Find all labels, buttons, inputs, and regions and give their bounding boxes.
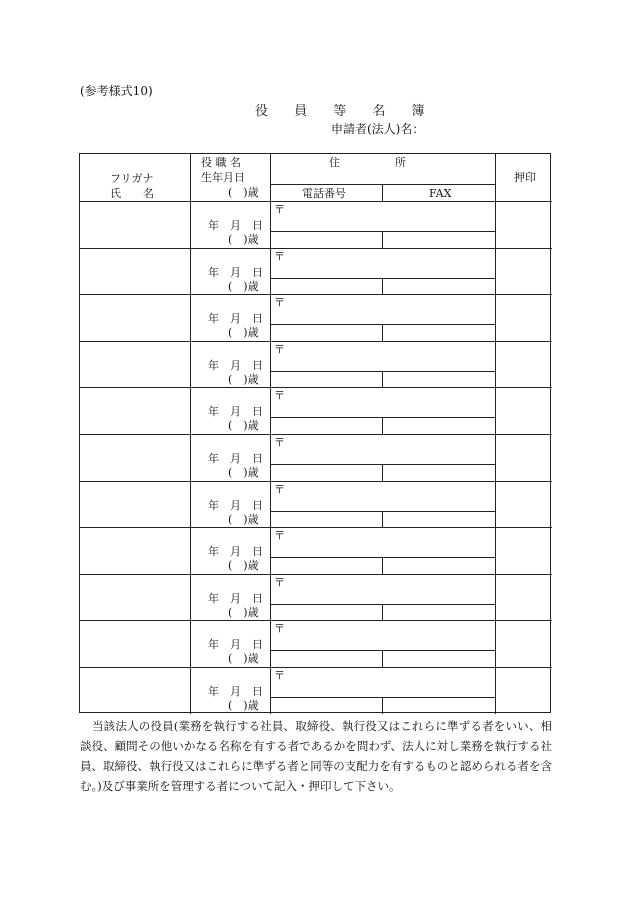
- header-furigana: フリガナ: [110, 172, 154, 185]
- birthdate-placeholder: 年 月 日: [208, 545, 263, 559]
- birthdate-placeholder: 年 月 日: [208, 312, 263, 326]
- header-phone: 電話番号: [302, 187, 346, 200]
- postal-mark: 〒: [274, 482, 285, 496]
- birthdate-placeholder: 年 月 日: [208, 219, 263, 232]
- row-divider: [80, 341, 552, 342]
- postal-mark: 〒: [274, 296, 285, 310]
- age-placeholder: ( )歳: [228, 372, 259, 386]
- row-phone-fax-divider: [382, 604, 383, 621]
- row-divider: [80, 667, 552, 668]
- age-placeholder: ( )歳: [228, 326, 259, 340]
- row-phone-fax-divider: [382, 697, 383, 714]
- age-placeholder: ( )歳: [228, 605, 259, 619]
- header-phone-fax-divider: [382, 184, 383, 201]
- birthdate-placeholder: 年 月 日: [208, 638, 263, 652]
- header-name: 氏 名: [110, 187, 154, 200]
- postal-mark: 〒: [274, 669, 285, 682]
- postal-mark: 〒: [274, 249, 285, 263]
- age-placeholder: ( )歳: [228, 512, 259, 526]
- header-age: ( )歳: [228, 186, 259, 199]
- officer-list-table: [79, 153, 551, 713]
- age-placeholder: ( )歳: [228, 466, 259, 479]
- age-placeholder: ( )歳: [228, 233, 259, 246]
- age-placeholder: ( )歳: [228, 559, 259, 573]
- row-divider: [80, 294, 552, 295]
- row-phone-fax-divider: [382, 371, 383, 388]
- postal-mark: 〒: [274, 389, 285, 403]
- postal-mark: 〒: [274, 436, 285, 449]
- row-divider: [80, 248, 552, 249]
- row-phone-fax-divider: [382, 464, 383, 481]
- row-divider: [80, 620, 552, 621]
- document-title: 役 員 等 名 簿: [255, 104, 436, 119]
- row-phone-fax-divider: [382, 557, 383, 574]
- row-phone-fax-divider: [382, 417, 383, 434]
- row-divider: [80, 387, 552, 388]
- row-divider: [80, 527, 552, 528]
- header-position: 役 職 名: [201, 156, 241, 169]
- instruction-note: 当該法人の役員(業務を執行する社員、取締役、執行役又はこれらに準ずる者をいい、相談役、顧問その他いかなる名称を有する者であるかを問わず、法人に対し業務を執行する社員、取締役、執行役又はこれらに準ずる者と同等の支配力を有するものと認められる者を含む。)及び事業所を管理する者について記入・押印して下さい。: [80, 719, 552, 793]
- postal-mark: 〒: [274, 575, 285, 589]
- postal-mark: 〒: [274, 203, 285, 216]
- applicant-label: 申請者(法人)名：: [331, 122, 425, 136]
- birthdate-placeholder: 年 月 日: [208, 452, 263, 465]
- postal-mark: 〒: [274, 622, 285, 636]
- birthdate-placeholder: 年 月 日: [208, 265, 263, 279]
- age-placeholder: ( )歳: [228, 419, 259, 433]
- row-divider: [80, 434, 552, 435]
- birthdate-placeholder: 年 月 日: [208, 498, 263, 512]
- row-divider: [80, 574, 552, 575]
- age-placeholder: ( )歳: [228, 652, 259, 666]
- header-address: 住 所: [329, 156, 406, 169]
- age-placeholder: ( )歳: [228, 699, 259, 712]
- header-fax: FAX: [429, 187, 452, 200]
- row-phone-fax-divider: [382, 231, 383, 248]
- row-divider: [80, 481, 552, 482]
- reference-form-label: (参考様式10): [80, 84, 153, 98]
- birthdate-placeholder: 年 月 日: [208, 358, 263, 372]
- row-phone-fax-divider: [382, 278, 383, 295]
- birthdate-placeholder: 年 月 日: [208, 591, 263, 605]
- birthdate-placeholder: 年 月 日: [208, 405, 263, 419]
- header-divider: [80, 201, 552, 202]
- postal-mark: 〒: [274, 529, 285, 543]
- birthdate-placeholder: 年 月 日: [208, 685, 263, 698]
- postal-mark: 〒: [274, 342, 285, 356]
- row-phone-fax-divider: [382, 650, 383, 667]
- header-birthdate: 生年月日: [201, 171, 245, 184]
- age-placeholder: ( )歳: [228, 279, 259, 293]
- row-phone-fax-divider: [382, 324, 383, 341]
- header-seal: 押印: [514, 171, 536, 184]
- row-phone-fax-divider: [382, 511, 383, 528]
